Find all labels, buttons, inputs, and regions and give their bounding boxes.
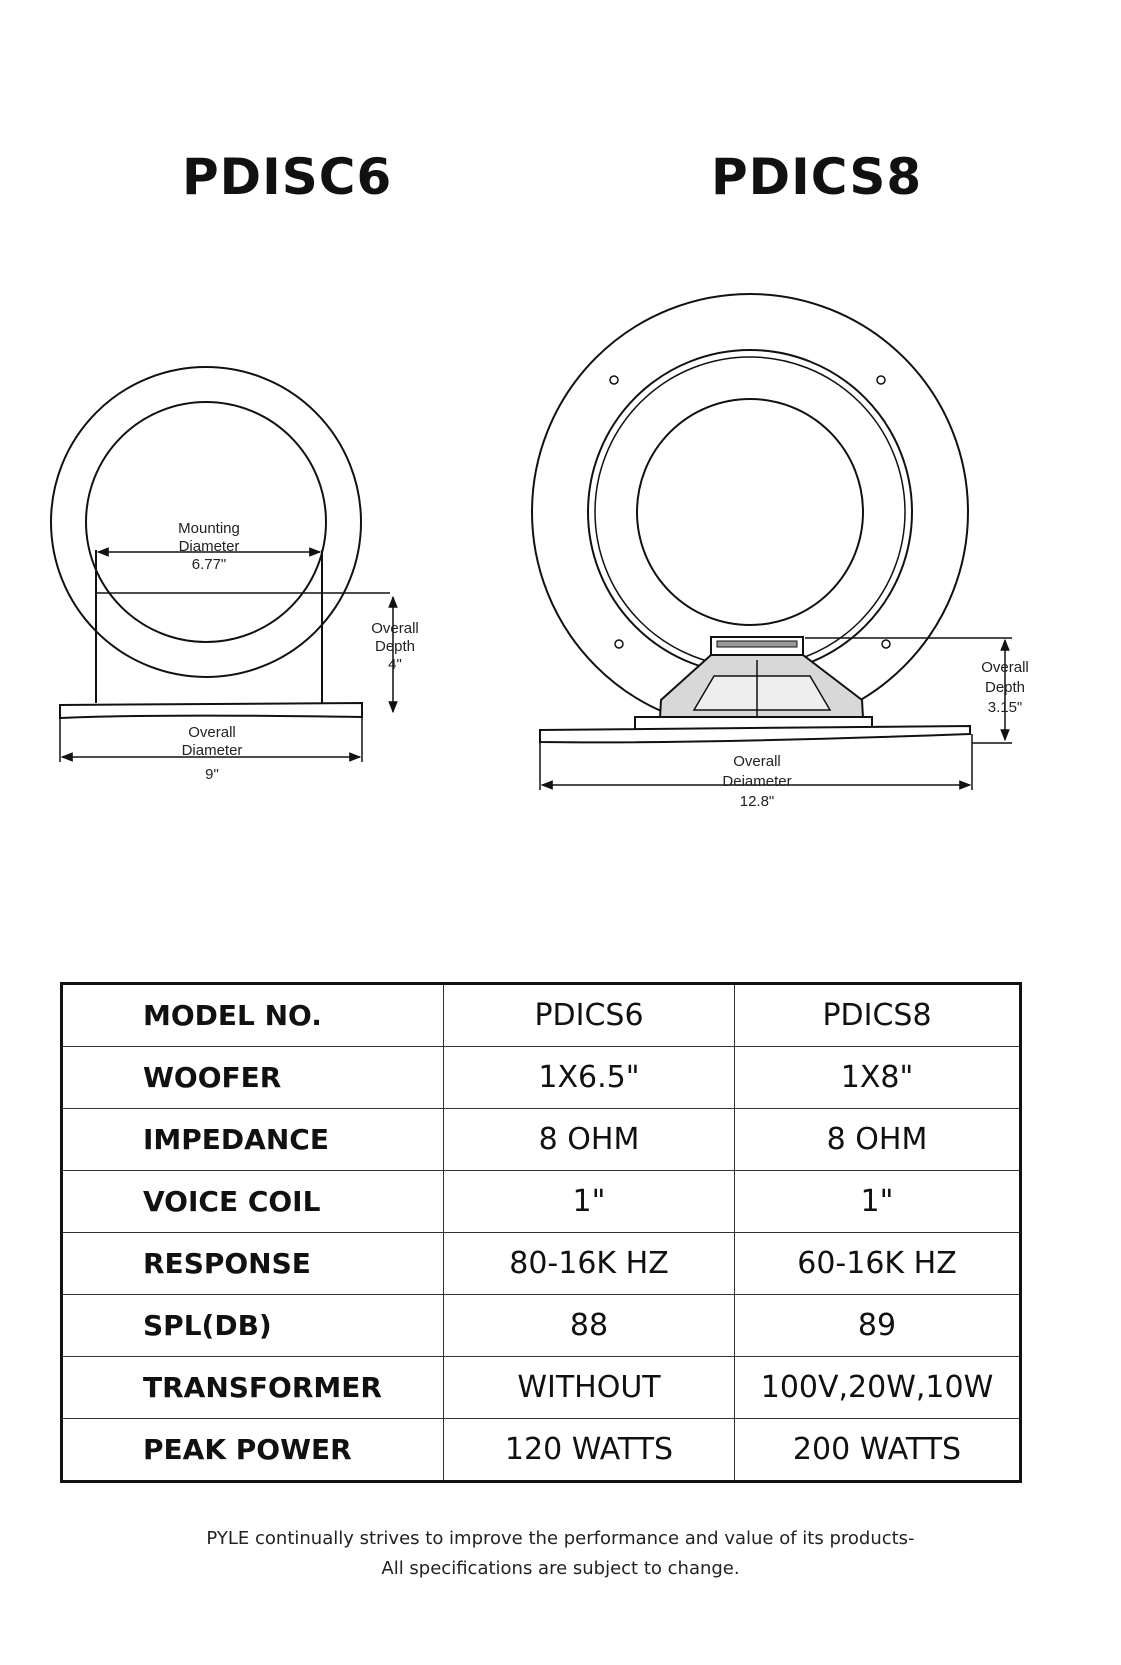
spec-value-pdics6: 80-16K HZ [444, 1233, 735, 1295]
left-diameter-label-3: 9" [205, 766, 219, 783]
spec-value-pdics8: 100V,20W,10W [735, 1357, 1021, 1419]
right-depth-label-3: 3.15" [987, 699, 1023, 716]
left-depth-label-2: Depth [374, 638, 416, 655]
table-row [62, 1357, 1021, 1419]
spec-value-pdics6: PDICS6 [444, 984, 735, 1047]
left-diameter-label-2: Diameter [181, 742, 243, 759]
right-diameter-label-1: Overall [733, 753, 781, 770]
right-depth-label-2: Depth [984, 679, 1026, 696]
table-row [62, 1047, 1021, 1109]
spec-value-pdics8: 89 [735, 1295, 1021, 1357]
spec-label: IMPEDANCE [62, 1109, 444, 1171]
screw-hole-icon [877, 376, 885, 384]
left-diameter-label-1: Overall [188, 724, 236, 741]
spec-label: WOOFER [62, 1047, 444, 1109]
spec-value-pdics8: 200 WATTS [735, 1419, 1021, 1482]
footer-disclaimer-line-1: PYLE continually strives to improve the performance and value of its products- [206, 1528, 915, 1549]
spec-label: RESPONSE [62, 1233, 444, 1295]
table-row [62, 1171, 1021, 1233]
spec-label: TRANSFORMER [62, 1357, 444, 1419]
left-depth-label-3: 4" [388, 656, 402, 673]
spec-label: SPL(DB) [62, 1295, 444, 1357]
spec-value-pdics6: 1" [444, 1171, 735, 1233]
screw-hole-icon [610, 376, 618, 384]
left-depth-label-1: Overall [371, 620, 419, 637]
spec-label: PEAK POWER [62, 1419, 444, 1482]
footer-disclaimer-line-2: All specifications are subject to change. [381, 1558, 740, 1579]
spec-label: VOICE COIL [62, 1171, 444, 1233]
left-mounting-label-3: 6.77" [191, 556, 227, 573]
table-row [62, 984, 1021, 1047]
model-title-right: PDICS8 [711, 148, 923, 206]
right-magnet-band [717, 641, 797, 647]
table-row [62, 1419, 1021, 1482]
left-mounting-label-2: Diameter [178, 538, 240, 555]
table-row [62, 1233, 1021, 1295]
right-diameter-label-3: 12.8" [739, 793, 775, 810]
screw-hole-icon [882, 640, 890, 648]
spec-value-pdics6: WITHOUT [444, 1357, 735, 1419]
spec-value-pdics6: 8 OHM [444, 1109, 735, 1171]
spec-table [60, 982, 1022, 1483]
spec-label: MODEL NO. [62, 984, 444, 1047]
spec-value-pdics8: 1X8" [735, 1047, 1021, 1109]
table-row [62, 1295, 1021, 1357]
spec-value-pdics6: 88 [444, 1295, 735, 1357]
right-speaker-drawing [532, 294, 1012, 790]
screw-hole-icon [615, 640, 623, 648]
model-title-left: PDISC6 [182, 148, 393, 206]
left-mounting-label-1: Mounting [178, 520, 240, 537]
spec-value-pdics8: PDICS8 [735, 984, 1021, 1047]
right-cone [637, 399, 863, 625]
spec-value-pdics6: 1X6.5" [444, 1047, 735, 1109]
spec-value-pdics8: 1" [735, 1171, 1021, 1233]
right-flange [540, 726, 970, 742]
right-diameter-label-2: Deiameter [722, 773, 792, 790]
left-flange [60, 703, 362, 718]
spec-value-pdics8: 60-16K HZ [735, 1233, 1021, 1295]
table-row [62, 1109, 1021, 1171]
right-depth-label-1: Overall [981, 659, 1029, 676]
right-grille-ring-inner [595, 357, 905, 667]
spec-value-pdics6: 120 WATTS [444, 1419, 735, 1482]
right-basket-window [694, 676, 830, 710]
spec-value-pdics8: 8 OHM [735, 1109, 1021, 1171]
left-dimension-labels [178, 520, 419, 783]
